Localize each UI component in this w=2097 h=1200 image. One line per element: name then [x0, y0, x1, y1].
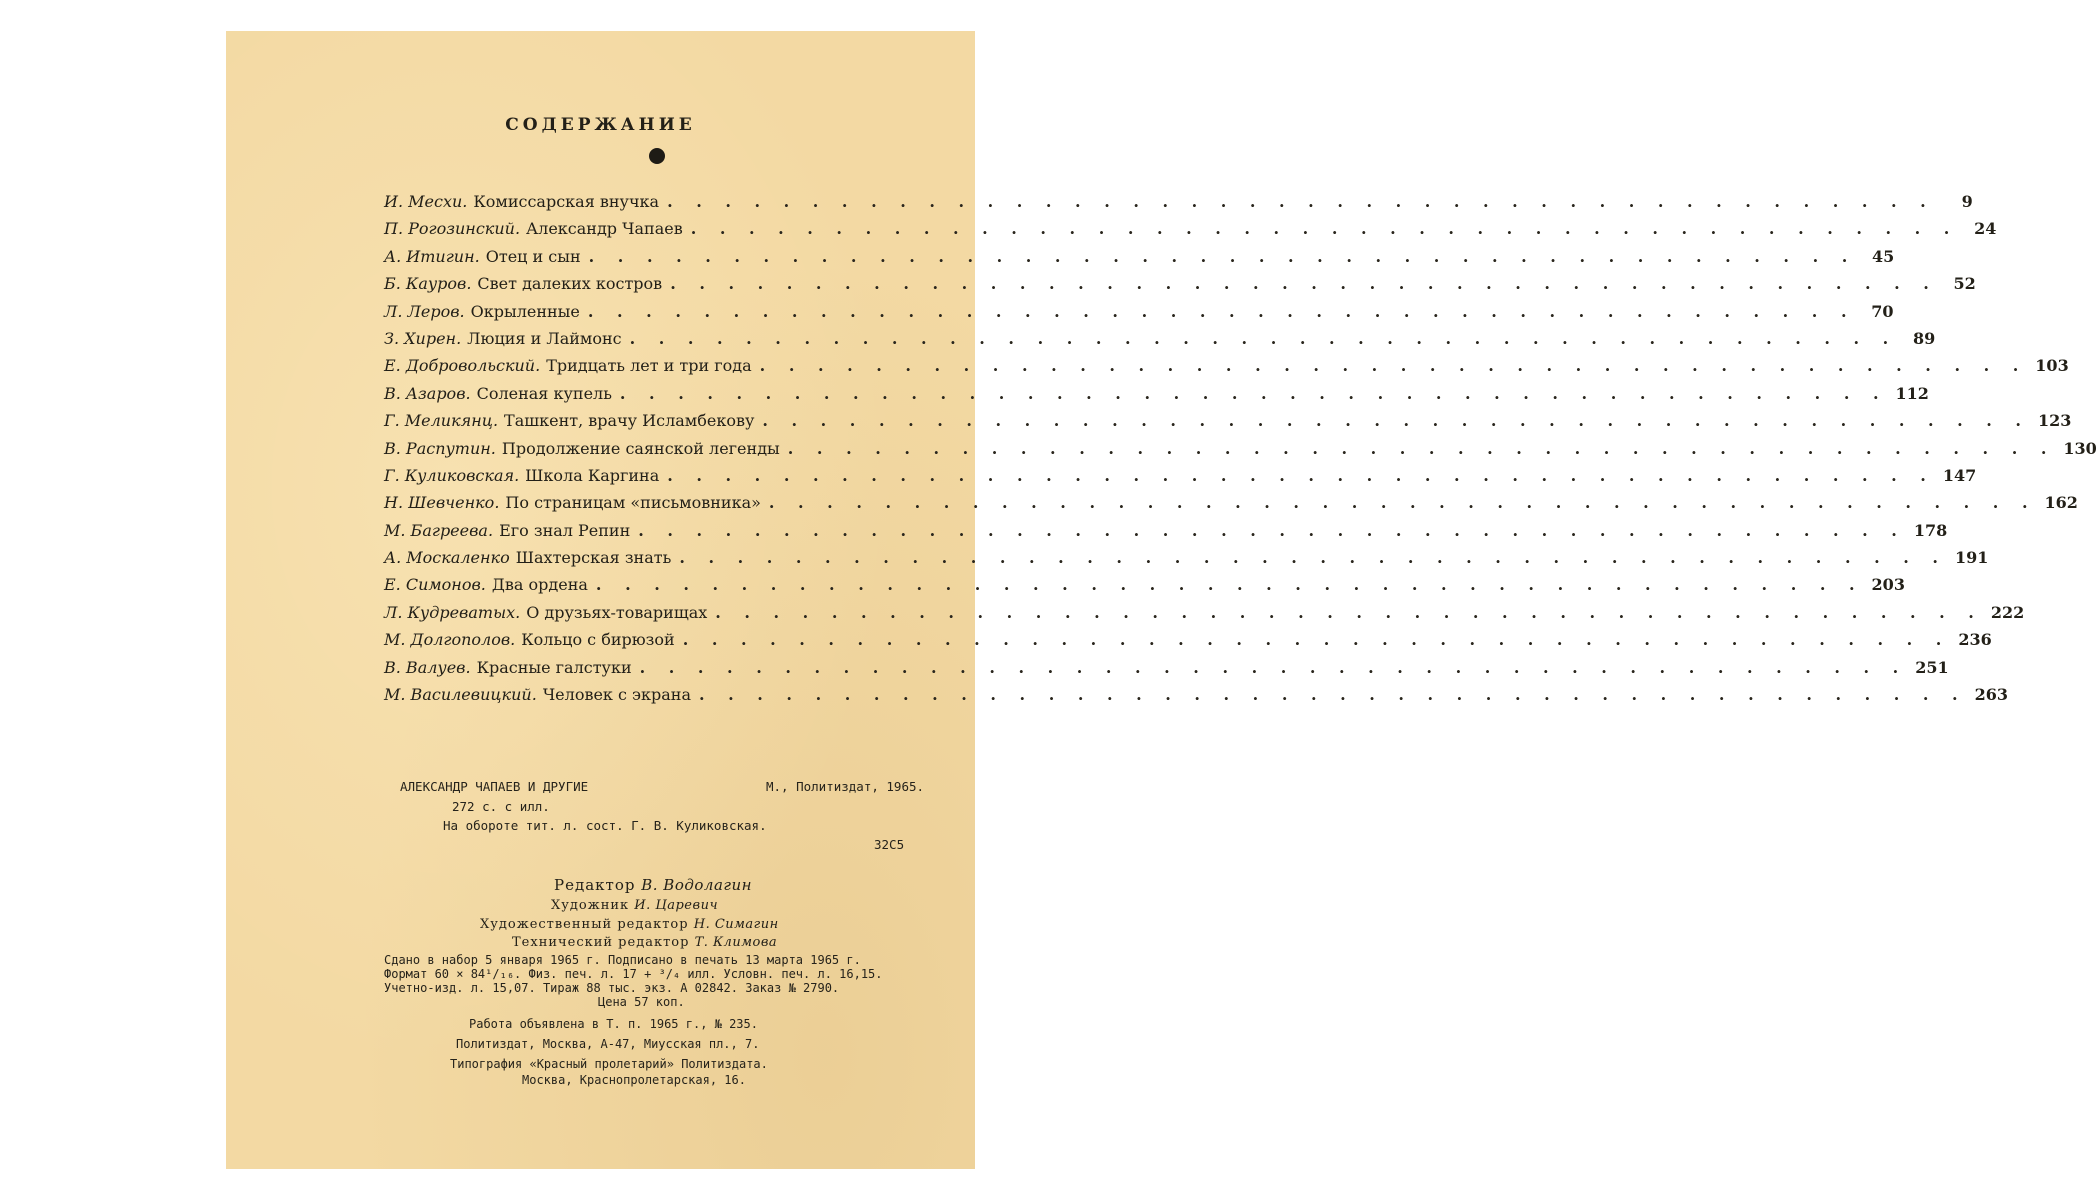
toc-entry-author: А. Москаленко: [384, 548, 510, 568]
toc-entry-author: Г. Меликянц.: [384, 411, 499, 431]
toc-entry: [384, 270, 1976, 297]
toc-entry-page: 178: [1913, 520, 1948, 540]
toc-entry-author: А. Итигин.: [384, 246, 480, 266]
toc-entry-page: 162: [2044, 493, 2078, 513]
toc-entry-title: Два ордена: [491, 575, 588, 595]
toc-entry-author: М. Долгополов.: [384, 630, 516, 650]
toc-entry-leader: . . . . . . . . . . . . . . . . . . . . . . . . . . . . . . . . . . . . . . . . . . . .: [690, 219, 1959, 239]
artist-role: Художник: [551, 898, 630, 913]
toc-entry-leader: . . . . . . . . . . . . . . . . . . . . . . . . . . . . . . . . . . . . . . . . . . . .: [588, 246, 1857, 266]
toc-entry-title: Его знал Репин: [499, 520, 631, 540]
toc-entry-title: Продолжение саянской легенды: [501, 438, 780, 458]
toc-entry: [384, 626, 1992, 653]
toc-entry-leader: . . . . . . . . . . . . . . . . . . . . . . . . . . . . . . . . . . . . . . . . . . . .: [762, 411, 2030, 431]
contents-heading: СОДЕРЖАНИЕ: [505, 115, 696, 135]
toc-entry: [384, 243, 1895, 270]
toc-entry-leader: . . . . . . . . . . . . . . . . . . . . . . . . . . . . . . . . . . . . . . . . . . . .: [682, 630, 1951, 650]
toc-entry: [384, 681, 2009, 708]
imprint-book-title: АЛЕКСАНДР ЧАПАЕВ И ДРУГИЕ: [400, 779, 589, 794]
toc-entry-page: 236: [1958, 630, 1992, 650]
toc-entry: [384, 462, 1977, 489]
toc-entry-title: Соленая купель: [476, 383, 612, 403]
imprint-publisher: М., Политиздат, 1965.: [766, 779, 925, 794]
toc-entry: [384, 215, 1997, 242]
toc-entry: [384, 380, 1929, 407]
imprint-compiler: На обороте тит. л. сост. Г. В. Куликовская.: [443, 818, 767, 833]
toc-entry-author: Е. Симонов.: [384, 575, 486, 595]
toc-entry-page: 130: [2063, 438, 2097, 458]
imprint-code: 32С5: [874, 837, 905, 852]
toc-entry: [384, 517, 1948, 544]
editor-name: В. Водолагин: [641, 876, 753, 894]
toc-entry: [384, 188, 1973, 215]
toc-entry-title: Люция и Лаймонс: [467, 328, 622, 348]
format-details: Формат 60 × 84¹/₁₆. Физ. печ. л. 17 + ³/₄ илл. Условн. печ. л. 16,15.: [384, 967, 883, 981]
price: Цена 57 коп.: [598, 995, 685, 1009]
toc-entry-title: Окрыленные: [470, 301, 580, 321]
toc-entry: [384, 325, 1936, 352]
tech-editor-name: Т. Климова: [694, 935, 778, 950]
toc-entry-title: Ташкент, врачу Исламбекову: [504, 411, 755, 431]
artist-name: И. Царевич: [634, 898, 719, 913]
toc-entry-leader: . . . . . . . . . . . . . . . . . . . . . . . . . . . . . . . . . . . . . . . . . . . .: [699, 685, 1967, 705]
credit-editor: [554, 876, 752, 894]
tech-editor-role: Технический редактор: [512, 935, 690, 950]
toc-entry: [384, 544, 1989, 571]
toc-entry-page: 24: [1974, 219, 1997, 239]
toc-entry-author: М. Василевицкий.: [384, 685, 537, 705]
toc-entry-title: Шахтерская знать: [515, 548, 672, 568]
toc-entry-author: Л. Леров.: [384, 301, 465, 321]
toc-entry-author: М. Багреева.: [384, 520, 494, 540]
toc-entry-leader: . . . . . . . . . . . . . . . . . . . . . . . . . . . . . . . . . . . . . . . . . . . .: [667, 192, 1935, 211]
toc-entry-author: Н. Шевченко.: [384, 493, 500, 513]
toc-entry-author: Г. Куликовская.: [384, 465, 520, 485]
toc-entry-leader: . . . . . . . . . . . . . . . . . . . . . . . . . . . . . . . . . . . . . . . . . . . .: [670, 274, 1938, 294]
toc-entry-leader: . . . . . . . . . . . . . . . . . . . . . . . . . . . . . . . . . . . . . . . . . . . .: [768, 493, 2037, 513]
toc-entry-author: Б. Кауров.: [384, 274, 472, 294]
editor-role: Редактор: [554, 876, 636, 894]
toc-entry-title: О друзьях-товарищах: [526, 602, 708, 622]
toc-entry-title: Человек с экрана: [542, 685, 691, 705]
toc-entry-leader: . . . . . . . . . . . . . . . . . . . . . . . . . . . . . . . . . . . . . . . . . . . .: [639, 657, 1908, 677]
toc-entry-page: 263: [1974, 685, 2009, 705]
toc-entry-page: 147: [1942, 465, 1977, 485]
toc-entry: [384, 599, 2025, 626]
toc-entry-page: 251: [1915, 657, 1949, 677]
print-run-details: Учетно-изд. л. 15,07. Тираж 88 тыс. экз. А 02842. Заказ № 2790.: [384, 981, 840, 995]
toc-entry-author: Е. Добровольский.: [384, 356, 541, 376]
art-editor-role: Художественный редактор: [480, 917, 689, 932]
imprint-pages: 272 с. с илл.: [452, 799, 550, 814]
toc-entry: [384, 298, 1894, 325]
toc-entry: [384, 654, 1949, 681]
toc-entry-title: Тридцать лет и три года: [546, 356, 752, 376]
toc-entry-page: 191: [1954, 548, 1989, 568]
toc-entry: [384, 489, 2078, 516]
bullet-ornament-icon: [649, 148, 665, 164]
contents-list: [384, 188, 2097, 708]
credit-tech-editor: [512, 935, 777, 950]
toc-entry-leader: . . . . . . . . . . . . . . . . . . . . . . . . . . . . . . . . . . . . . . . . . . . .: [787, 438, 2056, 458]
toc-entry-page: 112: [1895, 383, 1929, 403]
toc-entry-page: 52: [1953, 274, 1976, 294]
book-page: [226, 31, 2097, 1169]
toc-entry-title: Отец и сын: [485, 246, 581, 266]
publisher-address: Политиздат, Москва, А-47, Миусская пл., 7.: [456, 1037, 760, 1051]
printing-house-address: Москва, Краснопролетарская, 16.: [522, 1073, 746, 1087]
typesetting-dates: Сдано в набор 5 января 1965 г. Подписано в печать 13 марта 1965 г.: [384, 953, 861, 967]
toc-entry: [384, 352, 2069, 379]
toc-entry: [384, 407, 2072, 434]
toc-entry-page: 70: [1871, 301, 1894, 321]
toc-entry-page: 103: [2035, 356, 2069, 376]
toc-entry-author: З. Хирен.: [384, 328, 462, 348]
toc-entry-leader: . . . . . . . . . . . . . . . . . . . . . . . . . . . . . . . . . . . . . . . . . . . .: [638, 520, 1906, 540]
toc-entry-author: В. Распутин.: [384, 438, 496, 458]
toc-entry-author: В. Азаров.: [384, 383, 471, 403]
printing-house: Типография «Красный пролетарий» Политиздата.: [450, 1057, 768, 1071]
toc-entry-author: П. Рогозинский.: [384, 219, 521, 239]
toc-entry-leader: . . . . . . . . . . . . . . . . . . . . . . . . . . . . . . . . . . . . . . . . . . . .: [629, 328, 1898, 348]
toc-entry-page: 89: [1912, 328, 1936, 348]
toc-entry-title: Александр Чапаев: [526, 219, 683, 239]
toc-entry-title: Школа Каргина: [525, 465, 660, 485]
toc-entry-page: 45: [1872, 246, 1895, 266]
toc-entry-author: И. Месхи.: [384, 192, 468, 211]
toc-entry-leader: . . . . . . . . . . . . . . . . . . . . . . . . . . . . . . . . . . . . . . . . . . . .: [679, 548, 1947, 568]
toc-entry-title: Кольцо с бирюзой: [521, 630, 675, 650]
toc-entry: [384, 435, 2097, 462]
toc-entry-page: 9: [1961, 192, 1973, 211]
toc-entry: [384, 571, 1905, 598]
toc-entry-title: Комиссарская внучка: [473, 192, 660, 211]
toc-entry-leader: . . . . . . . . . . . . . . . . . . . . . . . . . . . . . . . . . . . . . . . . . . . .: [619, 383, 1888, 403]
toc-entry-title: Красные галстуки: [476, 657, 632, 677]
art-editor-name: Н. Симагин: [693, 917, 779, 932]
plan-announcement: Работа объявлена в Т. п. 1965 г., № 235.: [469, 1017, 758, 1031]
toc-entry-page: 203: [1871, 575, 1905, 595]
toc-entry-author: В. Валуев.: [384, 657, 471, 677]
toc-entry-leader: . . . . . . . . . . . . . . . . . . . . . . . . . . . . . . . . . . . . . . . . . . . .: [595, 575, 1864, 595]
toc-entry-title: Свет далеких костров: [477, 274, 663, 294]
toc-entry-leader: . . . . . . . . . . . . . . . . . . . . . . . . . . . . . . . . . . . . . . . . . . . .: [715, 602, 1983, 622]
toc-entry-author: Л. Кудреватых.: [384, 602, 521, 622]
toc-entry-page: 123: [2038, 411, 2072, 431]
toc-entry-leader: . . . . . . . . . . . . . . . . . . . . . . . . . . . . . . . . . . . . . . . . . . . .: [587, 301, 1856, 321]
toc-entry-leader: . . . . . . . . . . . . . . . . . . . . . . . . . . . . . . . . . . . . . . . . . . . .: [667, 465, 1935, 485]
credit-artist: [551, 898, 718, 913]
toc-entry-title: По страницам «письмовника»: [505, 493, 761, 513]
credit-art-editor: [480, 917, 779, 932]
toc-entry-page: 222: [1990, 602, 2025, 622]
toc-entry-leader: . . . . . . . . . . . . . . . . . . . . . . . . . . . . . . . . . . . . . . . . . . . .: [759, 356, 2028, 376]
